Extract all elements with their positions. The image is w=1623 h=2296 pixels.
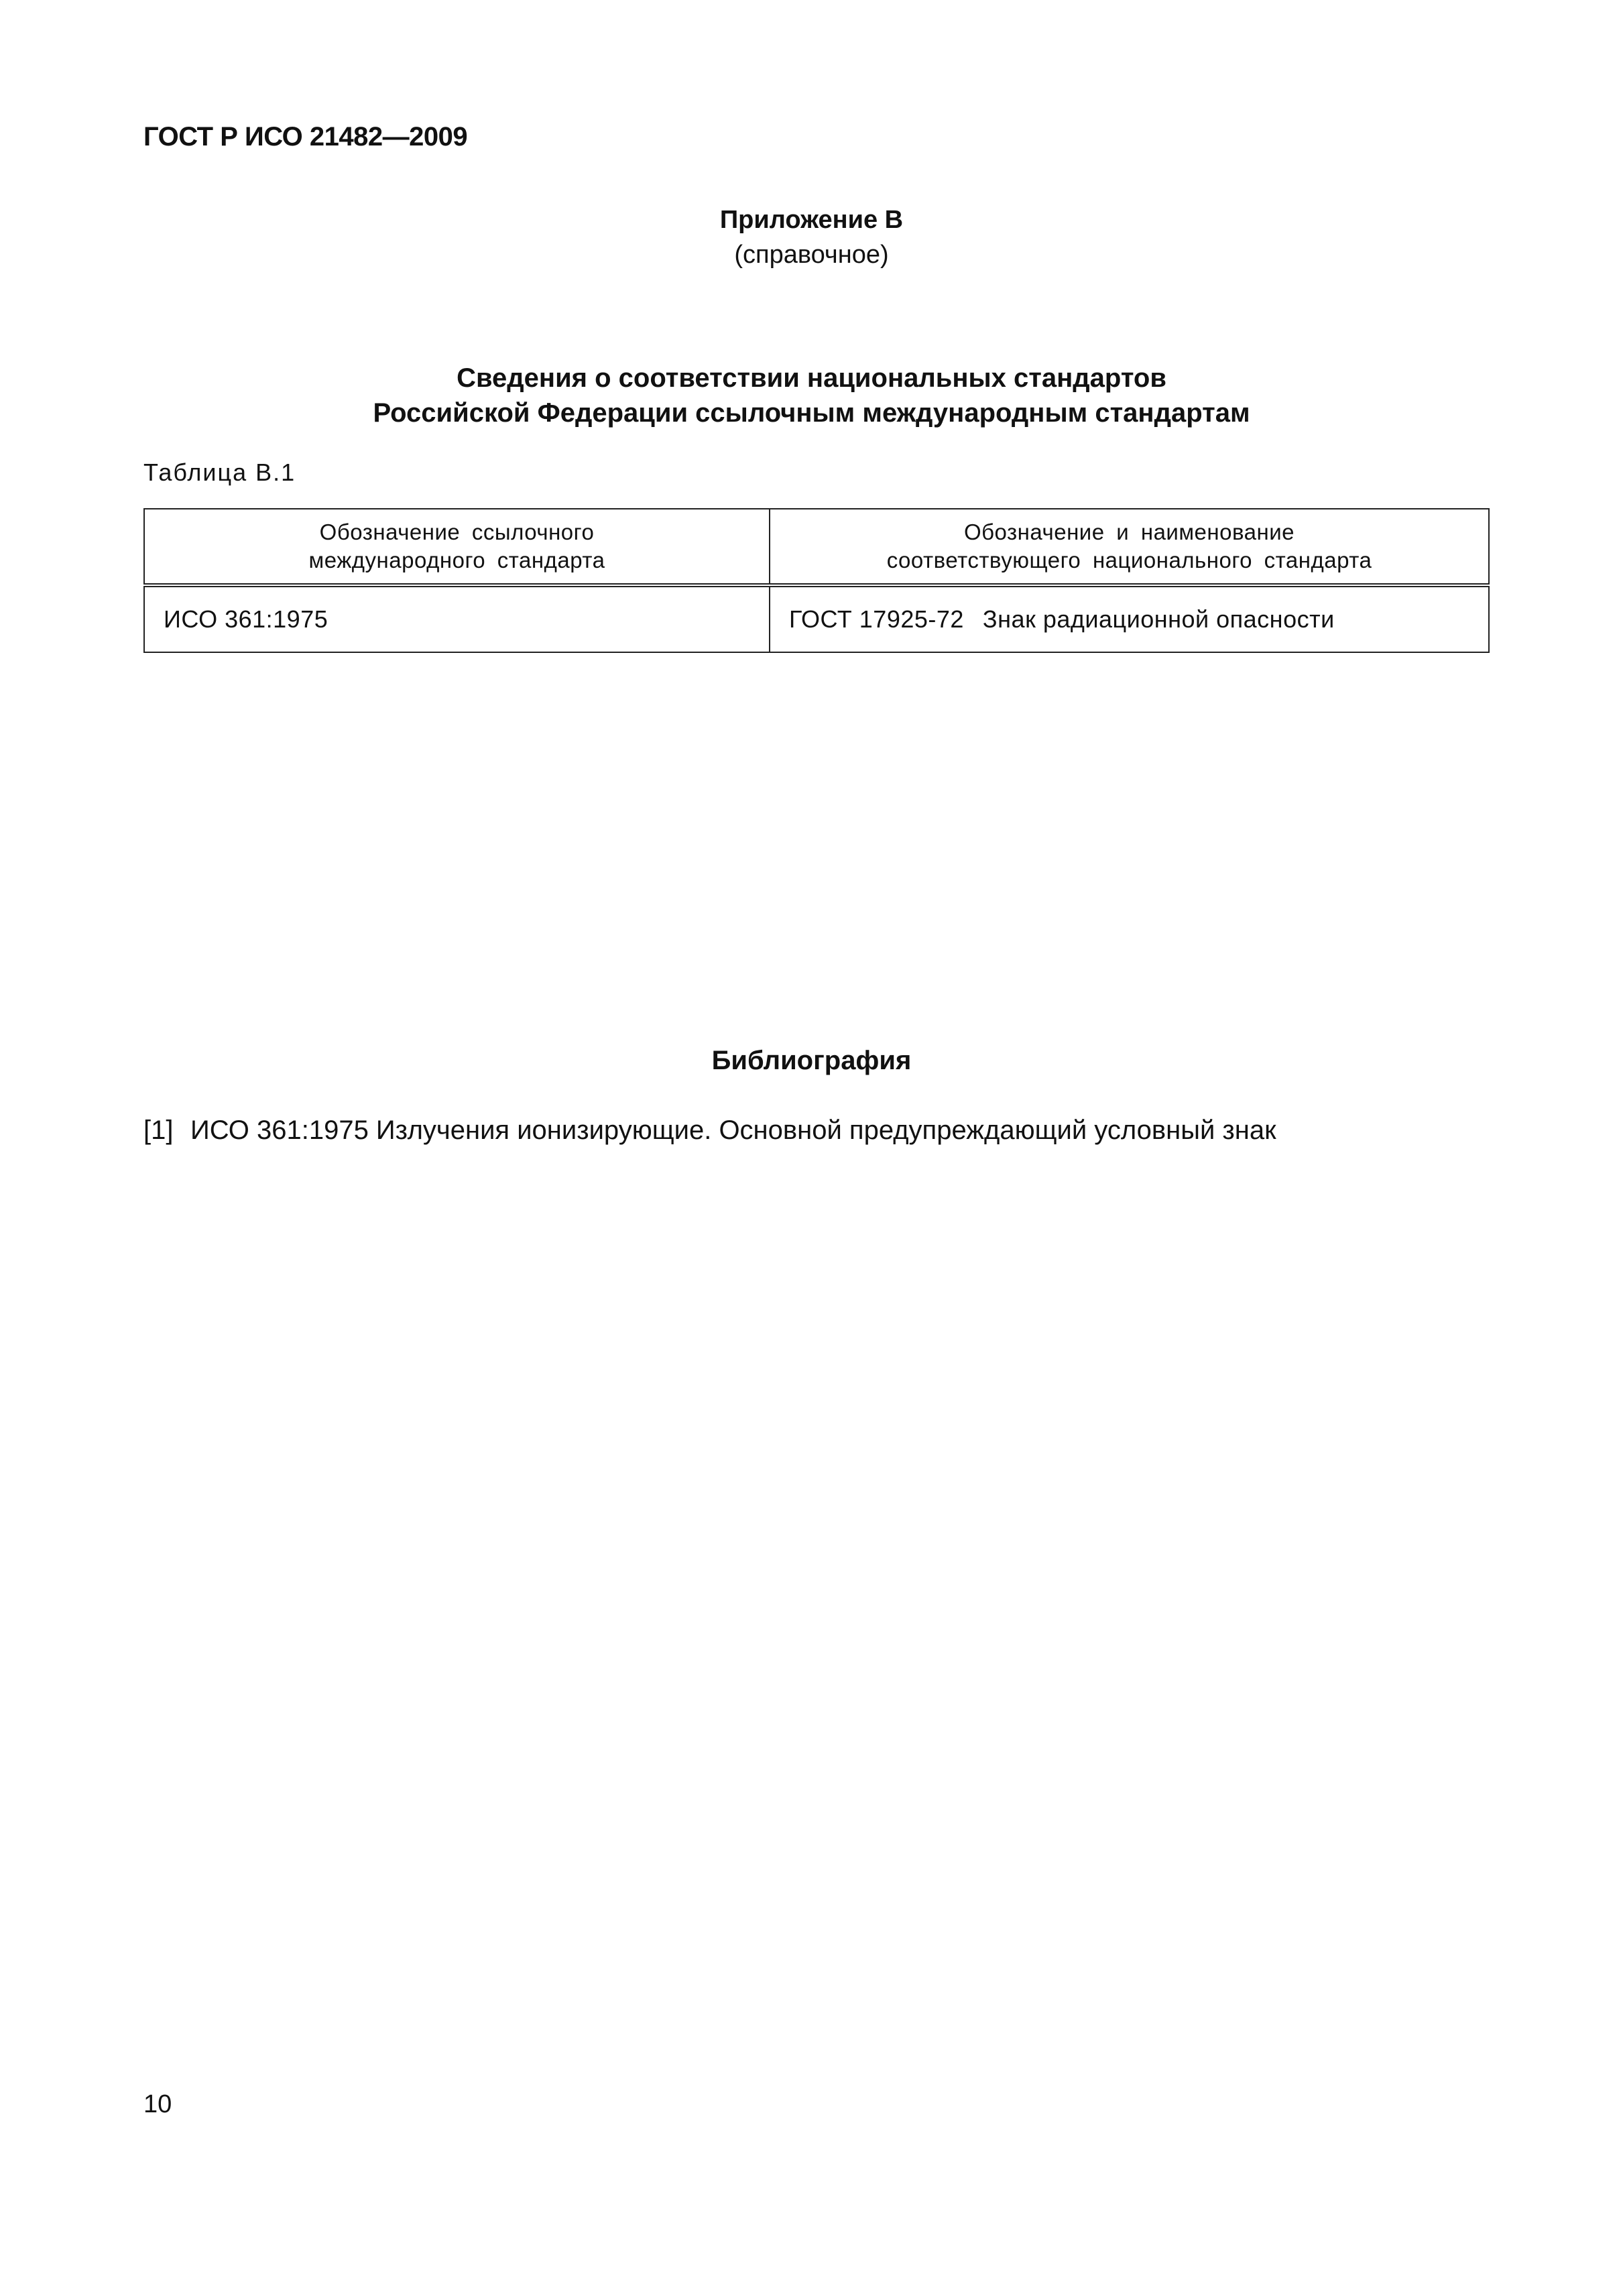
table-caption: Таблица В.1 bbox=[143, 459, 296, 486]
table-header-international bbox=[144, 509, 770, 585]
table-header-national bbox=[770, 509, 1489, 585]
table-header-international-line-2: международного стандарта bbox=[308, 548, 605, 572]
table-header-row bbox=[144, 509, 1489, 585]
bibliography-item bbox=[143, 1115, 1276, 1146]
national-standard-name: Знак радиационной опасности bbox=[982, 605, 1335, 633]
table-header-national-line-1: Обозначение и наименование bbox=[963, 520, 1295, 544]
national-standard-code: ГОСТ 17925-72 bbox=[789, 605, 964, 633]
correspondence-table bbox=[143, 508, 1490, 653]
section-title-line-2: Российской Федерации ссылочным международным стандартам bbox=[373, 398, 1250, 428]
section-title-line-1: Сведения о соответствии национальных стандартов bbox=[457, 363, 1166, 393]
section-title bbox=[0, 361, 1623, 430]
appendix-title: Приложение В bbox=[719, 206, 904, 234]
table-cell-national bbox=[770, 585, 1489, 652]
table-row bbox=[144, 585, 1489, 652]
table-header-international-line-1: Обозначение ссылочного bbox=[319, 520, 595, 544]
table-header-national-line-2: соответствующего национального стандарта bbox=[886, 548, 1372, 572]
appendix-heading bbox=[0, 202, 1623, 272]
appendix-type: (справочное) bbox=[734, 241, 889, 269]
bibliography-title: Библиография bbox=[711, 1046, 912, 1075]
document-id-header: ГОСТ Р ИСО 21482—2009 bbox=[143, 122, 468, 152]
table-cell-international: ИСО 361:1975 bbox=[144, 585, 770, 652]
bibliography-item-text: ИСО 361:1975 Излучения ионизирующие. Основной предупреждающий условный знак bbox=[190, 1115, 1276, 1145]
page-number: 10 bbox=[143, 2090, 172, 2118]
bibliography-item-number: [1] bbox=[143, 1115, 174, 1145]
